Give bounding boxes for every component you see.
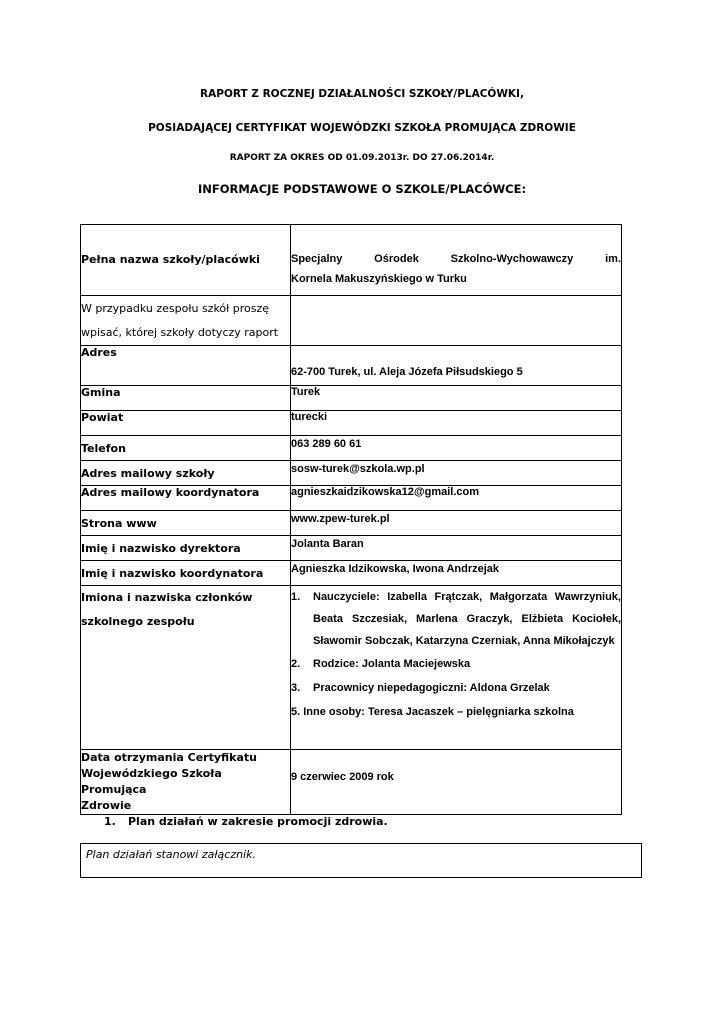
team-other-persons: 5. Inne osoby: Teresa Jacaszek – pielęgniarka szkolna xyxy=(291,706,574,718)
coordinator-label: Imię i nazwisko koordynatora xyxy=(81,561,291,586)
phone-value: 063 289 60 61 xyxy=(291,436,622,461)
certificate-date-label: Data otrzymania Certyfikatu Wojewódzkiego Szkoła Promująca Zdrowie xyxy=(81,750,291,815)
coordinator-email-value: agnieszkaidzikowska12@gmail.com xyxy=(291,486,622,511)
team-label: Imiona i nazwiska członków szkolnego zespołu xyxy=(81,586,291,750)
school-complex-value xyxy=(291,296,622,346)
address-value: 62-700 Turek, ul. Aleja Józefa Piłsudskiego 5 xyxy=(291,346,622,386)
table-row xyxy=(81,750,622,815)
coordinator-value: Agnieszka Idzikowska, Iwona Andrzejak xyxy=(291,561,622,586)
basic-info-table xyxy=(80,224,622,815)
plan-note-box: Plan działań stanowi załącznik. xyxy=(80,843,642,878)
report-title: RAPORT Z ROCZNEJ DZIAŁALNOŚCI SZKOŁY/PLACÓWKI, xyxy=(200,88,524,100)
list-item: 2. Rodzice: Jolanta Maciejewska xyxy=(291,658,471,670)
table-row xyxy=(81,386,622,411)
director-label: Imię i nazwisko dyrektora xyxy=(81,536,291,561)
table-row xyxy=(81,411,622,436)
list-item: 1. Nauczyciele: Izabella Frątczak, Małgorzata Wawrzyniuk, Beata Szczesiak, Marlena Graczyk, Elżbieta Kociołek, Sławomir Sobczak, Katarzyna Czerniak, Anna Mikołajczyk xyxy=(291,591,621,647)
section-basic-info-heading: INFORMACJE PODSTAWOWE O SZKOLE/PLACÓWCE: xyxy=(197,182,527,196)
section-title: Plan działań w zakresie promocji zdrowia. xyxy=(128,815,388,828)
school-name-value: Specjalny Ośrodek Szkolno-Wychowawczy im. Kornela Makuszyńskiego w Turku xyxy=(291,225,622,296)
team-members-list xyxy=(291,586,621,700)
table-row xyxy=(81,536,622,561)
address-label: Adres xyxy=(81,346,291,386)
director-value: Jolanta Baran xyxy=(291,536,622,561)
table-row xyxy=(81,486,622,511)
website-label: Strona www xyxy=(81,511,291,536)
table-row xyxy=(81,225,622,296)
table-row xyxy=(81,586,622,750)
school-email-label: Adres mailowy szkoły xyxy=(81,461,291,486)
certificate-date-value: 9 czerwiec 2009 rok xyxy=(291,750,622,815)
school-email-value: sosw-turek@szkola.wp.pl xyxy=(291,461,622,486)
powiat-value: turecki xyxy=(291,411,622,436)
section-number: 1. xyxy=(104,815,116,828)
gmina-value: Turek xyxy=(291,386,622,411)
school-complex-label: W przypadku zespołu szkół proszę wpisać, której szkoły dotyczy raport xyxy=(81,296,291,346)
school-name-label: Pełna nazwa szkoły/placówki xyxy=(81,225,291,296)
table-row xyxy=(81,461,622,486)
table-row xyxy=(81,296,622,346)
phone-label: Telefon xyxy=(81,436,291,461)
table-row xyxy=(81,436,622,461)
table-row xyxy=(81,346,622,386)
report-period: RAPORT ZA OKRES OD 01.09.2013r. DO 27.06.2014r. xyxy=(229,153,495,163)
section-heading-plan xyxy=(104,815,388,828)
website-value: www.zpew-turek.pl xyxy=(291,511,622,536)
certificate-subtitle: POSIADAJĄCEJ CERTYFIKAT WOJEWÓDZKI SZKOŁA PROMUJĄCA ZDROWIE xyxy=(148,122,576,134)
coordinator-email-label: Adres mailowy koordynatora xyxy=(81,486,291,511)
table-row xyxy=(81,561,622,586)
table-row xyxy=(81,511,622,536)
list-item: 3. Pracownicy niepedagogiczni: Aldona Grzelak xyxy=(291,682,550,694)
powiat-label: Powiat xyxy=(81,411,291,436)
gmina-label: Gmina xyxy=(81,386,291,411)
team-members-value xyxy=(291,586,622,750)
